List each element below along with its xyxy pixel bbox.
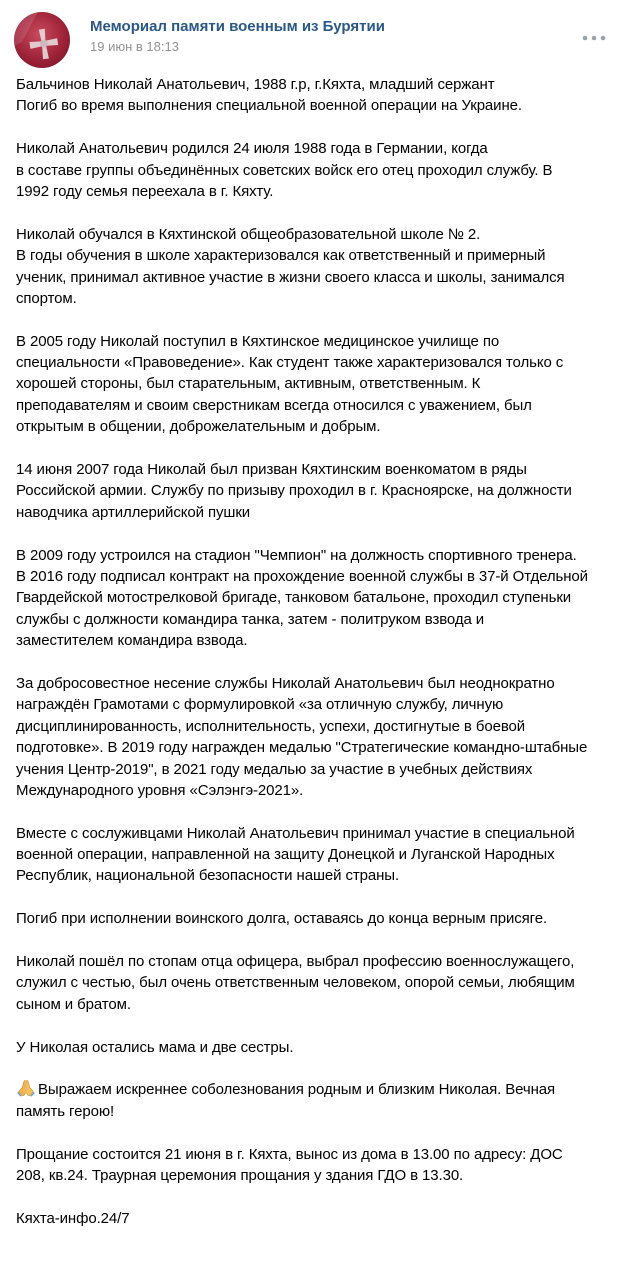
post-paragraph [16, 951, 616, 1015]
post-text-line: Погиб во время выполнения специальной военной операции на Украине. [16, 97, 522, 115]
post-paragraph [16, 331, 616, 438]
post-text-line: Николай Анатольевич родился 24 июля 1988 года в Германии, когда [16, 140, 488, 158]
post-text-line: Гвардейской мотострелковой бригаде, танковом батальоне, проходил ступеньки [16, 589, 572, 607]
post-text-line: награждён Грамотами с формулировкой «за отличную службу, личную [16, 696, 504, 714]
post-text-line: преподавателям и своим сверстникам всегда относился с уважением, был [16, 396, 532, 414]
post-text-line: В 2016 году подписал контракт на прохождение военной службы в 37-й Отдельной [16, 567, 588, 585]
post-text-line: За добросовестное несение службы Николай Анатольевич был неоднократно [16, 674, 555, 692]
post-text-line: Прощание состоится 21 июня в г. Кяхта, вынос из дома в 13.00 по адресу: ДОС [16, 1145, 563, 1163]
post-text-line: наводчика артиллерийской пушки [16, 503, 251, 521]
post-text-line: учения Центр-2019", в 2021 году медалью за участие в учебных действиях [16, 760, 533, 778]
post-text-line: открытым в общении, доброжелательным и добрым. [16, 418, 381, 436]
post-text-line: дисциплинированность, исполнительность, успехи, достигнутые в боевой [16, 717, 526, 735]
post-text-line: Бальчинов Николай Анатольевич, 1988 г.р, г.Кяхта, младший сержант [16, 76, 495, 93]
post-paragraph [16, 74, 616, 117]
post-text-line: хорошей стороны, был старательным, активным, ответственным. К [16, 375, 481, 393]
post-paragraph [16, 224, 616, 310]
post-text-line: в составе группы объединённых советских войск его отец проходил службу. В [16, 161, 553, 179]
post-timestamp[interactable]: 19 июн в 18:13 [90, 39, 179, 54]
post-text-line: военной операции, направленной на защиту Донецкой и Луганской Народных [16, 846, 555, 864]
post-paragraph [16, 1208, 616, 1229]
post-text-line: В 2009 году устроился на стадион "Чемпион" на должность спортивного тренера. [16, 546, 577, 564]
post-text-line: У Николая остались мама и две сестры. [16, 1038, 294, 1056]
post-text-line: специальности «Правоведение». Как студент также характеризовался только с [16, 354, 564, 372]
more-options-button[interactable] [580, 28, 608, 48]
post-text-line: 208, кв.24. Траурная церемония прощания у здания ГДО в 13.30. [16, 1166, 464, 1184]
post-text [16, 74, 616, 1229]
post-paragraph [16, 1144, 616, 1187]
cross-emblem-icon [14, 12, 70, 68]
post-text-line: 1992 году семья переехала в г. Кяхту. [16, 182, 274, 200]
post-paragraph [16, 459, 616, 523]
post-text-line [16, 1079, 616, 1100]
community-avatar[interactable] [14, 12, 70, 68]
post-text-line: Российской армии. Службу по призыву проходил в г. Красноярске, на должности [16, 482, 572, 500]
post-paragraph [16, 1079, 616, 1122]
post-text-segment: Выражаем искреннее соболезнования родным и близким Николая. Вечная [38, 1081, 556, 1099]
post-text-line: Республик, национальной безопасности нашей страны. [16, 867, 400, 885]
post-text-line: заместителем командира взвода. [16, 632, 248, 650]
post-text-line: В 2005 году Николай поступил в Кяхтинское медицинское училище по [16, 332, 500, 350]
post-text-line: Погиб при исполнении воинского долга, оставаясь до конца верным присяге. [16, 910, 548, 928]
post-header [0, 0, 623, 66]
post-text-line: службы с должности командира танка, затем - политруком взвода и [16, 610, 485, 628]
post-text-line: Кяхта-инфо.24/7 [16, 1209, 130, 1227]
post-text-line: В годы обучения в школе характеризовался как ответственный и примерный [16, 247, 546, 265]
post-paragraph [16, 908, 616, 929]
post-paragraph [16, 1037, 616, 1058]
post-text-line: память герою! [16, 1102, 115, 1120]
post-text-line: Николай пошёл по стопам отца офицера, выбрал профессию военнослужащего, [16, 953, 575, 971]
post-text-line: сыном и братом. [16, 995, 131, 1013]
post-text-line: Международного уровня «Сэлэнгэ-2021». [16, 781, 304, 799]
folded-hands-icon [16, 1079, 36, 1097]
post-text-line: 14 июня 2007 года Николай был призван Кяхтинским военкоматом в ряды [16, 461, 527, 479]
post-text-line: ученик, принимал активное участие в жизни своего класса и школы, занимался [16, 268, 565, 286]
post-text-line: спортом. [16, 289, 77, 307]
post-paragraph [16, 138, 616, 202]
post-text-line: подготовке». В 2019 году награжден медалью "Стратегические командно-штабные [16, 739, 588, 757]
post-paragraph [16, 823, 616, 887]
post-paragraph [16, 673, 616, 801]
post-text-line: Николай обучался в Кяхтинской общеобразовательной школе № 2. [16, 225, 481, 243]
more-horizontal-icon [580, 28, 608, 48]
community-name-link[interactable]: Мемориал памяти военным из Бурятии [90, 18, 385, 35]
post-text-line: Вместе с сослуживцами Николай Анатольевич принимал участие в специальной [16, 824, 575, 842]
post-text-line: служил с честью, был очень ответственным человеком, опорой семьи, любящим [16, 974, 575, 992]
post-paragraph [16, 545, 616, 652]
